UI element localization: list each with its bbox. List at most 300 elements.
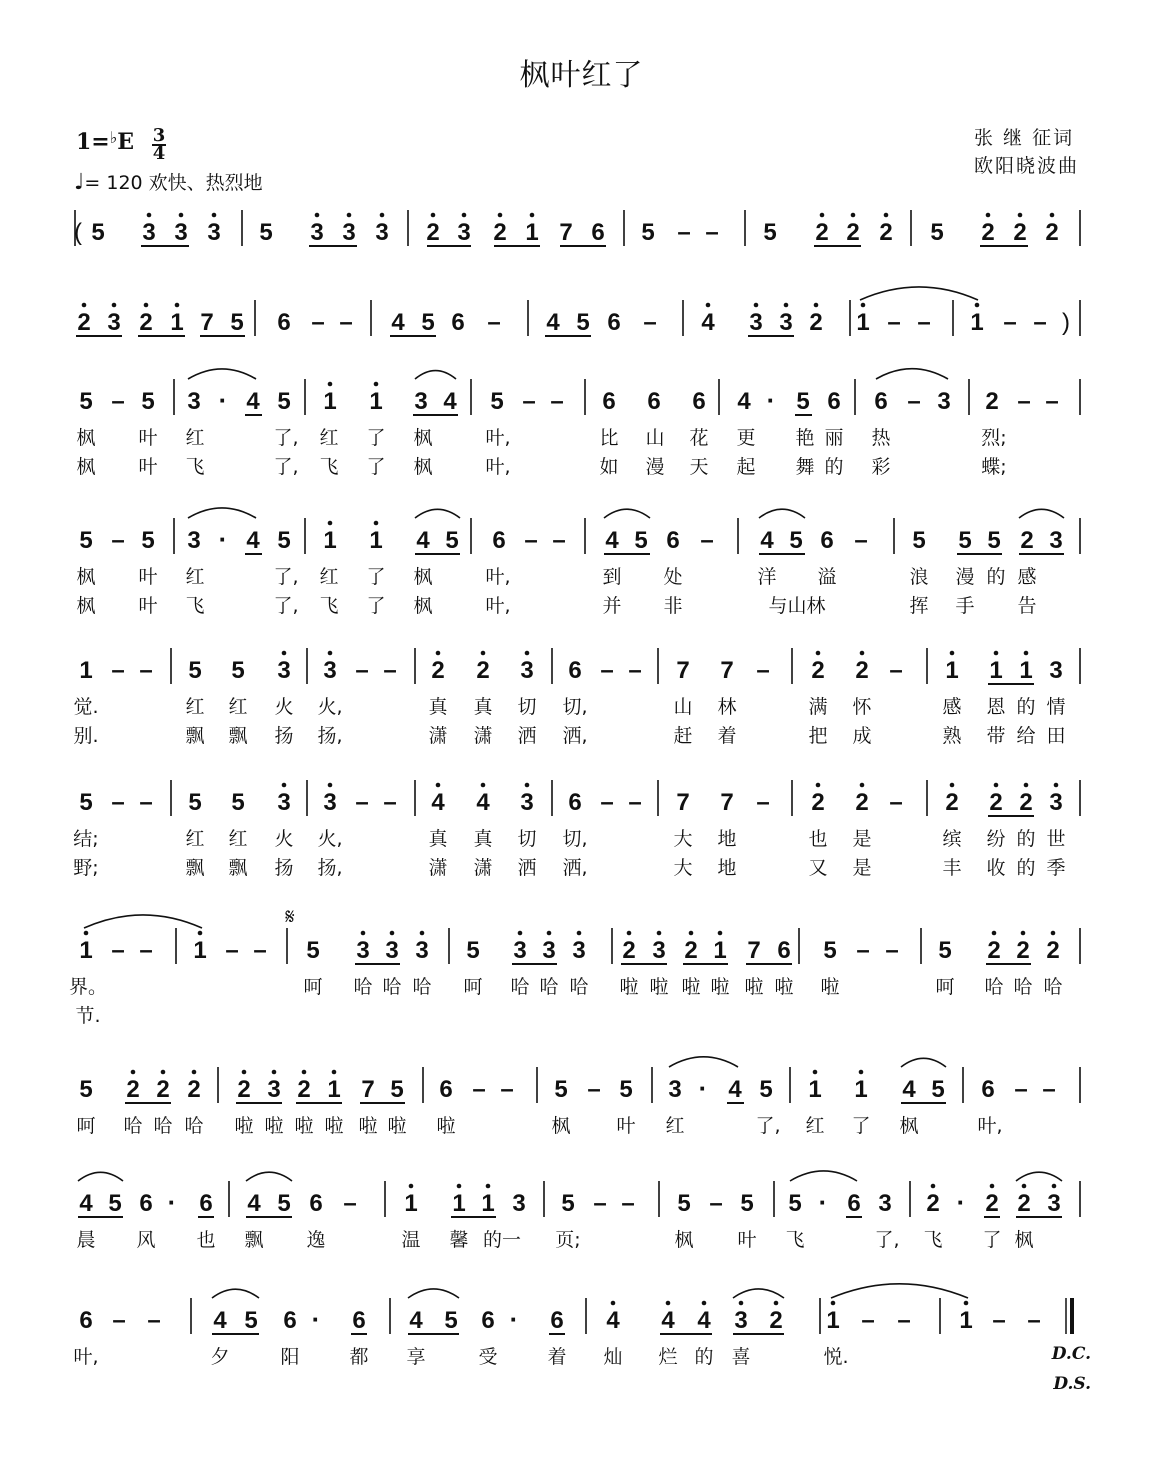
lyric-syllable: 啦 [820,976,840,998]
note: 4 [606,1307,620,1334]
note: 1 [970,309,984,336]
octave-dot-above [525,783,530,788]
lyric-syllable: 枫 [76,566,96,588]
note: 6 [666,527,680,554]
lyric-syllable: 非 [663,595,683,617]
octave-dot-above [975,303,980,308]
sustain-dash: – [628,789,642,816]
note: 5 [79,789,93,816]
note: 2 [684,937,698,964]
note: 5 [634,527,648,554]
slur [212,1289,259,1298]
note: 5 [912,527,926,554]
note: 1 [404,1190,418,1217]
augmentation-dot: · [311,1304,321,1334]
lyric-syllable: 赶 [673,725,693,747]
note: 1 [327,1076,341,1103]
sustain-dash: – [677,219,691,246]
note: 2 [987,937,1001,964]
segno-icon: 𝄋 [285,905,295,930]
lyric-syllable: 缤 [942,828,962,850]
lyric-syllable: 成 [852,725,872,747]
note: 3 [310,219,324,246]
sustain-dash: – [1014,1076,1028,1103]
note: 5 [306,937,320,964]
sustain-dash: – [111,388,125,415]
note: 6 [827,388,841,415]
octave-dot-above [282,651,287,656]
lyric-syllable: 啦 [681,976,701,998]
lyric-syllable: 叶 [138,427,158,449]
note: 2 [985,388,999,415]
lyric-syllable: 枫 [413,456,433,478]
composer-credit: 欧阳晓波曲 [973,155,1079,177]
note: 2 [297,1076,311,1103]
note: 2 [1045,219,1059,246]
sustain-dash: – [383,789,397,816]
note: 3 [457,219,471,246]
note: 5 [740,1190,754,1217]
slur [860,287,978,300]
note: 2 [855,789,869,816]
octave-dot-above [861,303,866,308]
note: 5 [231,789,245,816]
note: 6 [692,388,706,415]
lyric-syllable: 季 [1046,857,1066,879]
note: 2 [1013,219,1027,246]
lyric-syllable: 舞 [795,456,815,478]
note: 3 [668,1076,682,1103]
lyric-syllable: 世 [1046,828,1066,850]
octave-dot-above [332,1070,337,1075]
note: 4 [728,1076,742,1103]
lyric-syllable: 飘 [228,857,248,879]
octave-dot-above [754,303,759,308]
sustain-dash: – [889,789,903,816]
lyric-syllable: 飘 [228,725,248,747]
lyric-syllable: 哈 [123,1115,143,1137]
note: 3 [734,1307,748,1334]
note: 1 [854,1076,868,1103]
lyric-syllable: 馨 [449,1229,469,1251]
lyric-syllable: 扬 [274,857,294,879]
lyric-syllable: 比 [599,427,619,449]
note: 6 [550,1307,564,1334]
note: 3 [1049,527,1063,554]
lyric-syllable: 着 [547,1346,567,1368]
sustain-dash: – [897,1307,911,1334]
lyric-syllable: 啦 [264,1115,284,1137]
lyric-syllable: 了 [366,595,386,617]
note: 5 [930,219,944,246]
note: 2 [237,1076,251,1103]
lyric-syllable: 是 [852,828,872,850]
note: 3 [187,388,201,415]
note: 5 [277,527,291,554]
note: 2 [622,937,636,964]
octave-dot-above [436,783,441,788]
note: 3 [572,937,586,964]
note: 3 [277,789,291,816]
lyric-syllable: 浪 [909,566,929,588]
lyric-syllable: 切 [517,828,537,850]
octave-dot-above [198,931,203,936]
sustain-dash: – [112,1307,126,1334]
note: 6 [139,1190,153,1217]
lyric-syllable: 纷 [986,828,1006,850]
sustain-dash: – [355,789,369,816]
octave-dot-above [390,931,395,936]
octave-dot-above [1050,213,1055,218]
lyric-syllable: 满 [808,696,828,718]
sustain-dash: – [111,657,125,684]
lyric-syllable: 叶, [485,595,511,617]
lyric-syllable: 洒, [562,857,588,879]
lyric-syllable: 啦 [774,976,794,998]
sustain-dash: – [885,937,899,964]
slur [790,1171,857,1181]
note: 2 [431,657,445,684]
lyric-syllable: 了, [273,456,299,478]
lyric-syllable: 枫 [551,1115,571,1137]
note: 3 [513,937,527,964]
note: 3 [749,309,763,336]
note: 6 [647,388,661,415]
octave-dot-above [374,382,379,387]
lyric-syllable: 了, [273,427,299,449]
note: 1 [826,1307,840,1334]
sustain-dash: – [593,1190,607,1217]
lyric-syllable: 怀 [852,696,872,718]
note: 3 [323,789,337,816]
note: 3 [142,219,156,246]
lyricist-credit: 张 继 征词 [973,127,1075,149]
note: 6 [199,1190,213,1217]
sustain-dash: – [600,789,614,816]
lyric-syllable: 林 [717,696,737,718]
lyric-syllable: 叶, [977,1115,1003,1137]
lyric-syllable: 带 [986,725,1006,747]
slur [901,1058,946,1067]
lyric-syllable: 飞 [319,456,339,478]
lyric-syllable: 地 [717,828,737,850]
lyric-syllable: 情 [1046,696,1066,718]
note: 3 [1049,657,1063,684]
octave-dot-above [1052,1184,1057,1189]
note: 1 [452,1190,466,1217]
octave-dot-above [992,931,997,936]
note: 3 [937,388,951,415]
octave-dot-above [144,303,149,308]
octave-dot-above [179,213,184,218]
note: 2 [1019,789,1033,816]
note: 2 [426,219,440,246]
lyric-syllable: 红 [228,696,248,718]
note: 2 [156,1076,170,1103]
octave-dot-above [328,783,333,788]
octave-dot-above [990,1184,995,1189]
sustain-dash: – [139,937,153,964]
octave-dot-above [347,213,352,218]
time-numerator: 3 [152,125,166,146]
note: 3 [414,388,428,415]
lyric-syllable: 逸 [306,1229,326,1251]
lyric-syllable: 红 [185,427,205,449]
octave-dot-above [706,303,711,308]
lyric-syllable: 叶, [73,1346,99,1368]
note: 5 [141,527,155,554]
note: 1 [525,219,539,246]
lyric-syllable: 烈; [981,427,1007,449]
octave-dot-above [964,1301,969,1306]
lyric-syllable: 了 [982,1229,1002,1251]
augmentation-dot: · [818,1187,828,1217]
note: 5 [79,388,93,415]
lyric-syllable: 艳 [795,427,815,449]
sustain-dash: – [856,937,870,964]
lyric-syllable: 哈 [153,1115,173,1137]
note: 4 [247,1190,261,1217]
note: 4 [391,309,405,336]
song-title: 枫叶红了 [519,58,644,93]
note: 6 [352,1307,366,1334]
sustain-dash: – [147,1307,161,1334]
lyric-syllable: 灿 [603,1346,623,1368]
lyric-syllable: 扬, [317,725,343,747]
octave-dot-above [192,1070,197,1075]
lyric-syllable: 真 [473,828,493,850]
lyric-syllable: 处 [663,566,683,588]
lyric-syllable: 红 [228,828,248,850]
augmentation-dot: · [956,1187,966,1217]
lyric-syllable: 叶, [485,566,511,588]
octave-dot-above [1024,651,1029,656]
note: 2 [811,657,825,684]
quarter-note-icon: ♩ [74,170,85,195]
ds-marking: D.S. [1053,1374,1091,1394]
sustain-dash: – [552,527,566,554]
augmentation-dot: · [167,1187,177,1217]
note: 5 [230,309,244,336]
lyric-syllable: 啦 [619,976,639,998]
note: 5 [561,1190,575,1217]
note: 7 [720,789,734,816]
lyric-syllable: 啦 [649,976,669,998]
octave-dot-above [816,783,821,788]
sustain-dash: – [524,527,538,554]
lyric-syllable: 漫 [645,456,665,478]
lyric-syllable: 红 [185,566,205,588]
lyric-syllable: 觉. [73,696,99,718]
note: 2 [139,309,153,336]
note: 6 [492,527,506,554]
lyric-syllable: 哈 [1043,976,1063,998]
lyric-syllable: 飞 [319,595,339,617]
note: 5 [108,1190,122,1217]
note: 5 [490,388,504,415]
octave-dot-above [950,783,955,788]
sustain-dash: – [355,657,369,684]
octave-dot-above [498,213,503,218]
lyric-syllable: 又 [808,857,828,879]
octave-dot-above [831,1301,836,1306]
octave-dot-above [950,651,955,656]
lyric-syllable: 呵 [463,976,483,998]
note: 4 [246,388,260,415]
sustain-dash: – [756,657,770,684]
note: 3 [878,1190,892,1217]
note: 2 [1046,937,1060,964]
octave-dot-above [611,1301,616,1306]
augmentation-dot: · [218,385,228,415]
time-denominator: 4 [152,143,166,164]
lyric-syllable: 的 [694,1346,714,1368]
flat-icon: ♭ [109,128,118,147]
lyric-syllable: 叶 [138,595,158,617]
lyric-syllable: 别. [73,725,99,747]
note: 3 [385,937,399,964]
octave-dot-above [859,1070,864,1075]
note: 6 [820,527,834,554]
lyric-syllable: 火 [274,696,294,718]
lyric-syllable: 大 [673,857,693,879]
lyric-syllable: 洒 [517,725,537,747]
lyric-syllable: 哈 [382,976,402,998]
note: 3 [652,937,666,964]
lyric-syllable: 叶 [138,566,158,588]
lyric-syllable: 潇 [428,857,448,879]
sustain-dash: – [643,309,657,336]
lyric-syllable: 真 [428,696,448,718]
lyric-syllable: 温 [401,1229,421,1251]
sustain-dash: – [756,789,770,816]
lyric-syllable: 枫 [674,1229,694,1251]
note: 3 [323,657,337,684]
lyric-syllable: 如 [599,456,619,478]
sustain-dash: – [522,388,536,415]
note: 5 [188,789,202,816]
note: 5 [79,527,93,554]
lyric-syllable: 了 [851,1115,871,1137]
note: 5 [231,657,245,684]
note: 5 [796,388,810,415]
lyric-syllable: 红 [185,696,205,718]
lyric-syllable: 扬 [274,725,294,747]
note: 2 [945,789,959,816]
octave-dot-above [409,1184,414,1189]
note: 5 [79,1076,93,1103]
lyric-syllable: 啦 [324,1115,344,1137]
slur [733,1289,784,1298]
octave-dot-above [147,213,152,218]
note: 6 [568,789,582,816]
note: 5 [763,219,777,246]
note: 5 [259,219,273,246]
key-prefix: 1= [76,129,110,155]
lyric-syllable: 真 [473,696,493,718]
note: 5 [188,657,202,684]
sustain-dash: – [861,1307,875,1334]
note: 3 [779,309,793,336]
lyric-syllable: 飞 [785,1229,805,1251]
lyric-syllable: 悦. [823,1346,849,1368]
note: 6 [309,1190,323,1217]
lyric-syllable: 哈 [510,976,530,998]
slur [246,1172,292,1181]
octave-dot-above [82,303,87,308]
note: 6 [874,388,888,415]
lyric-syllable: 呵 [76,1115,96,1137]
note: 3 [542,937,556,964]
lyric-syllable: 告 [1017,595,1037,617]
lyric-syllable: 哈 [984,976,1004,998]
octave-dot-above [112,303,117,308]
lyric-syllable: 野; [73,857,99,879]
lyric-syllable: 呵 [935,976,955,998]
note: 1 [170,309,184,336]
lyric-syllable: 叶 [616,1115,636,1137]
note: 5 [823,937,837,964]
lyric-syllable: 更 [736,427,756,449]
note: 3 [174,219,188,246]
octave-dot-above [860,783,865,788]
parenthesis: ) [1062,309,1070,336]
slur [876,369,948,379]
sustain-dash: – [705,219,719,246]
note: 4 [409,1307,423,1334]
sustain-dash: – [472,1076,486,1103]
lyric-syllable: 枫 [76,595,96,617]
slur [831,1284,968,1298]
note: 6 [277,309,291,336]
lyric-syllable: 啦 [294,1115,314,1137]
lyric-syllable: 起 [736,456,756,478]
note: 6 [777,937,791,964]
note: 4 [737,388,751,415]
lyric-syllable: 热 [871,427,891,449]
note: 5 [244,1307,258,1334]
augmentation-dot: · [766,385,776,415]
lyric-syllable: 熟 [942,725,962,747]
lyric-syllable: 飞 [185,456,205,478]
lyric-syllable: 喜 [731,1346,751,1368]
note: 4 [246,527,260,554]
sustain-dash: – [550,388,564,415]
note: 1 [323,527,337,554]
lyric-syllable: 花 [689,427,709,449]
note: 5 [931,1076,945,1103]
lyric-syllable: 挥 [909,595,929,617]
lyric-syllable: 感 [942,696,962,718]
note: 2 [989,789,1003,816]
note: 1 [989,657,1003,684]
lyric-syllable: 收 [986,857,1006,879]
note: 6 [451,309,465,336]
lyric-syllable: 飘 [185,725,205,747]
note: 2 [855,657,869,684]
octave-dot-above [525,651,530,656]
lyric-syllable: 的 [1016,828,1036,850]
lyric-syllable: 火 [274,828,294,850]
lyric-syllable: 哈 [412,976,432,998]
note: 3 [512,1190,526,1217]
lyric-syllable: 枫 [413,427,433,449]
octave-dot-above [481,783,486,788]
note: 3 [1049,789,1063,816]
octave-dot-above [431,213,436,218]
augmentation-dot: · [698,1073,708,1103]
octave-dot-above [814,303,819,308]
